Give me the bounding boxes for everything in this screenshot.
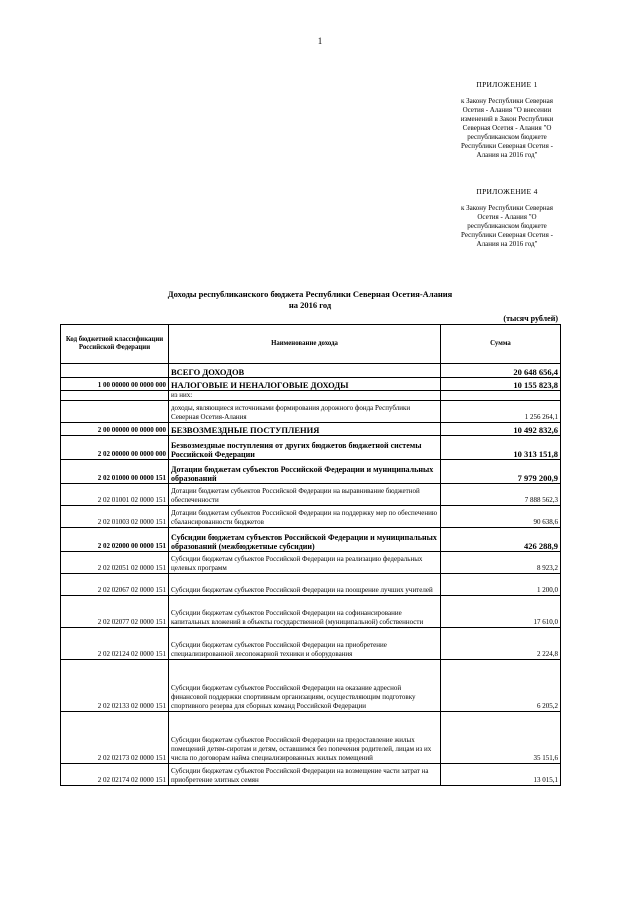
table-row (61, 596, 561, 628)
annex-1-line: к Закону Республики Северная (461, 97, 553, 105)
name-cell: Субсидии бюджетам субъектов Российской Федерации на оказание адресной финансовой поддержки спортивным организациям, осуществляющим подготовку спортивного резерва для сборных команд Российской Федерации (169, 660, 441, 712)
amount-cell: 90 638,6 (441, 506, 561, 528)
name-cell: из них: (169, 391, 441, 401)
name-cell: Субсидии бюджетам субъектов Российской Федерации на реализацию федеральных целевых программ (169, 552, 441, 574)
table-row (61, 712, 561, 764)
table-row (61, 391, 561, 401)
name-cell: Безвозмездные поступления от других бюджетов бюджетной системы Российской Федерации (169, 436, 441, 460)
table-row (61, 423, 561, 436)
amount-cell: 1 200,0 (441, 574, 561, 596)
amount-cell: 13 015,1 (441, 764, 561, 786)
code-cell: 2 02 02173 02 0000 151 (61, 712, 169, 764)
document-title-line-1: Доходы республиканского бюджета Республики Северная Осетия-Алания (167, 289, 453, 299)
name-cell: Субсидии бюджетам субъектов Российской Федерации на поощрение лучших учителей (169, 574, 441, 596)
amount-cell: 8 923,2 (441, 552, 561, 574)
amount-cell: 7 888 562,3 (441, 484, 561, 506)
name-cell: Субсидии бюджетам субъектов Российской Федерации на предоставление жилых помещений детям-сиротам и детям, оставшимся без попечения родителей, лицам из их числа по договорам найма специализированных жилых помещений (169, 712, 441, 764)
name-cell: БЕЗВОЗМЕЗДНЫЕ ПОСТУПЛЕНИЯ (169, 423, 441, 436)
table-row (61, 660, 561, 712)
code-cell: 2 02 02000 00 0000 151 (61, 528, 169, 552)
annex-1-title: ПРИЛОЖЕНИЕ 1 (476, 80, 538, 89)
code-cell: 2 02 00000 00 0000 000 (61, 436, 169, 460)
table-row (61, 506, 561, 528)
code-cell: 2 02 02067 02 0000 151 (61, 574, 169, 596)
revenue-table (60, 324, 561, 786)
annex-4-header (448, 187, 566, 249)
document-title-line-2: на 2016 год (288, 300, 332, 310)
code-cell: 2 02 01000 00 0000 151 (61, 460, 169, 484)
annex-4-line: республиканском бюджете (467, 222, 547, 230)
code-cell: 2 02 02051 02 0000 151 (61, 552, 169, 574)
name-cell: Субсидии бюджетам субъектов Российской Федерации на софинансирование капитальных вложений в объекты государственной (муниципальной) собственности (169, 596, 441, 628)
table-row (61, 460, 561, 484)
annex-4-line: к Закону Республики Северная (461, 204, 553, 212)
document-title (60, 289, 560, 311)
annex-1-header (448, 80, 566, 160)
code-cell: 1 00 00000 00 0000 000 (61, 378, 169, 391)
name-cell: Субсидии бюджетам субъектов Российской Федерации и муниципальных образований (межбюджетные субсидии) (169, 528, 441, 552)
annex-1-line: Республики Северная Осетия - (461, 142, 553, 150)
annex-4-line: Осетия - Алания "О (477, 213, 537, 221)
header-name: Наименование дохода (169, 325, 441, 364)
annex-4-line: Алания на 2016 год" (476, 240, 538, 248)
name-cell: Субсидии бюджетам субъектов Российской Федерации на возмещение части затрат на приобретение элитных семян (169, 764, 441, 786)
table-row (61, 764, 561, 786)
code-cell: 2 02 01001 02 0000 151 (61, 484, 169, 506)
units-label: (тысяч рублей) (503, 314, 558, 323)
table-row (61, 401, 561, 423)
table-row (61, 364, 561, 378)
table-row (61, 552, 561, 574)
code-cell: 2 02 02174 02 0000 151 (61, 764, 169, 786)
header-amount: Сумма (441, 325, 561, 364)
page-number: 1 (317, 36, 323, 46)
code-cell: 2 02 02133 02 0000 151 (61, 660, 169, 712)
table-row (61, 436, 561, 460)
annex-4-title: ПРИЛОЖЕНИЕ 4 (476, 187, 538, 196)
table-body (61, 364, 561, 786)
annex-1-line: Осетия - Алания "О внесении (462, 106, 552, 114)
table-row (61, 574, 561, 596)
table-header-row (61, 325, 561, 364)
name-cell: НАЛОГОВЫЕ И НЕНАЛОГОВЫЕ ДОХОДЫ (169, 378, 441, 391)
code-cell: 2 00 00000 00 0000 000 (61, 423, 169, 436)
amount-cell: 10 313 151,8 (441, 436, 561, 460)
code-cell: 2 02 01003 02 0000 151 (61, 506, 169, 528)
name-cell: Дотации бюджетам субъектов Российской Федерации и муниципальных образований (169, 460, 441, 484)
table-row (61, 528, 561, 552)
code-cell: 2 02 02124 02 0000 151 (61, 628, 169, 660)
amount-cell: 10 155 823,8 (441, 378, 561, 391)
table-row (61, 484, 561, 506)
annex-1-line: изменений в Закон Республики (460, 115, 554, 123)
name-cell: ВСЕГО ДОХОДОВ (169, 364, 441, 378)
amount-cell: 1 256 264,1 (441, 401, 561, 423)
table-row (61, 628, 561, 660)
amount-cell (441, 391, 561, 401)
amount-cell: 7 979 200,9 (441, 460, 561, 484)
table-row (61, 378, 561, 391)
amount-cell: 2 224,8 (441, 628, 561, 660)
name-cell: Дотации бюджетам субъектов Российской Федерации на поддержку мер по обеспечению сбалансированности бюджетов (169, 506, 441, 528)
name-cell: доходы, являющиеся источниками формирования дорожного фонда Республики Северная Осетия-Алания (169, 401, 441, 423)
amount-cell: 426 288,9 (441, 528, 561, 552)
amount-cell: 35 151,6 (441, 712, 561, 764)
header-code: Код бюджетной классификации Российской Федерации (61, 325, 169, 364)
name-cell: Дотации бюджетам субъектов Российской Федерации на выравнивание бюджетной обеспеченности (169, 484, 441, 506)
annex-1-line: республиканском бюджете (467, 133, 547, 141)
annex-1-line: Алания на 2016 год" (476, 151, 538, 159)
code-cell (61, 364, 169, 378)
amount-cell: 20 648 656,4 (441, 364, 561, 378)
annex-1-line: Северная Осетия - Алания "О (462, 124, 552, 132)
amount-cell: 6 205,2 (441, 660, 561, 712)
name-cell: Субсидии бюджетам субъектов Российской Федерации на приобретение специализированной лесопожарной техники и оборудования (169, 628, 441, 660)
annex-4-line: Республики Северная Осетия - (461, 231, 553, 239)
code-cell (61, 401, 169, 423)
amount-cell: 10 492 832,6 (441, 423, 561, 436)
code-cell (61, 391, 169, 401)
amount-cell: 17 610,0 (441, 596, 561, 628)
code-cell: 2 02 02077 02 0000 151 (61, 596, 169, 628)
